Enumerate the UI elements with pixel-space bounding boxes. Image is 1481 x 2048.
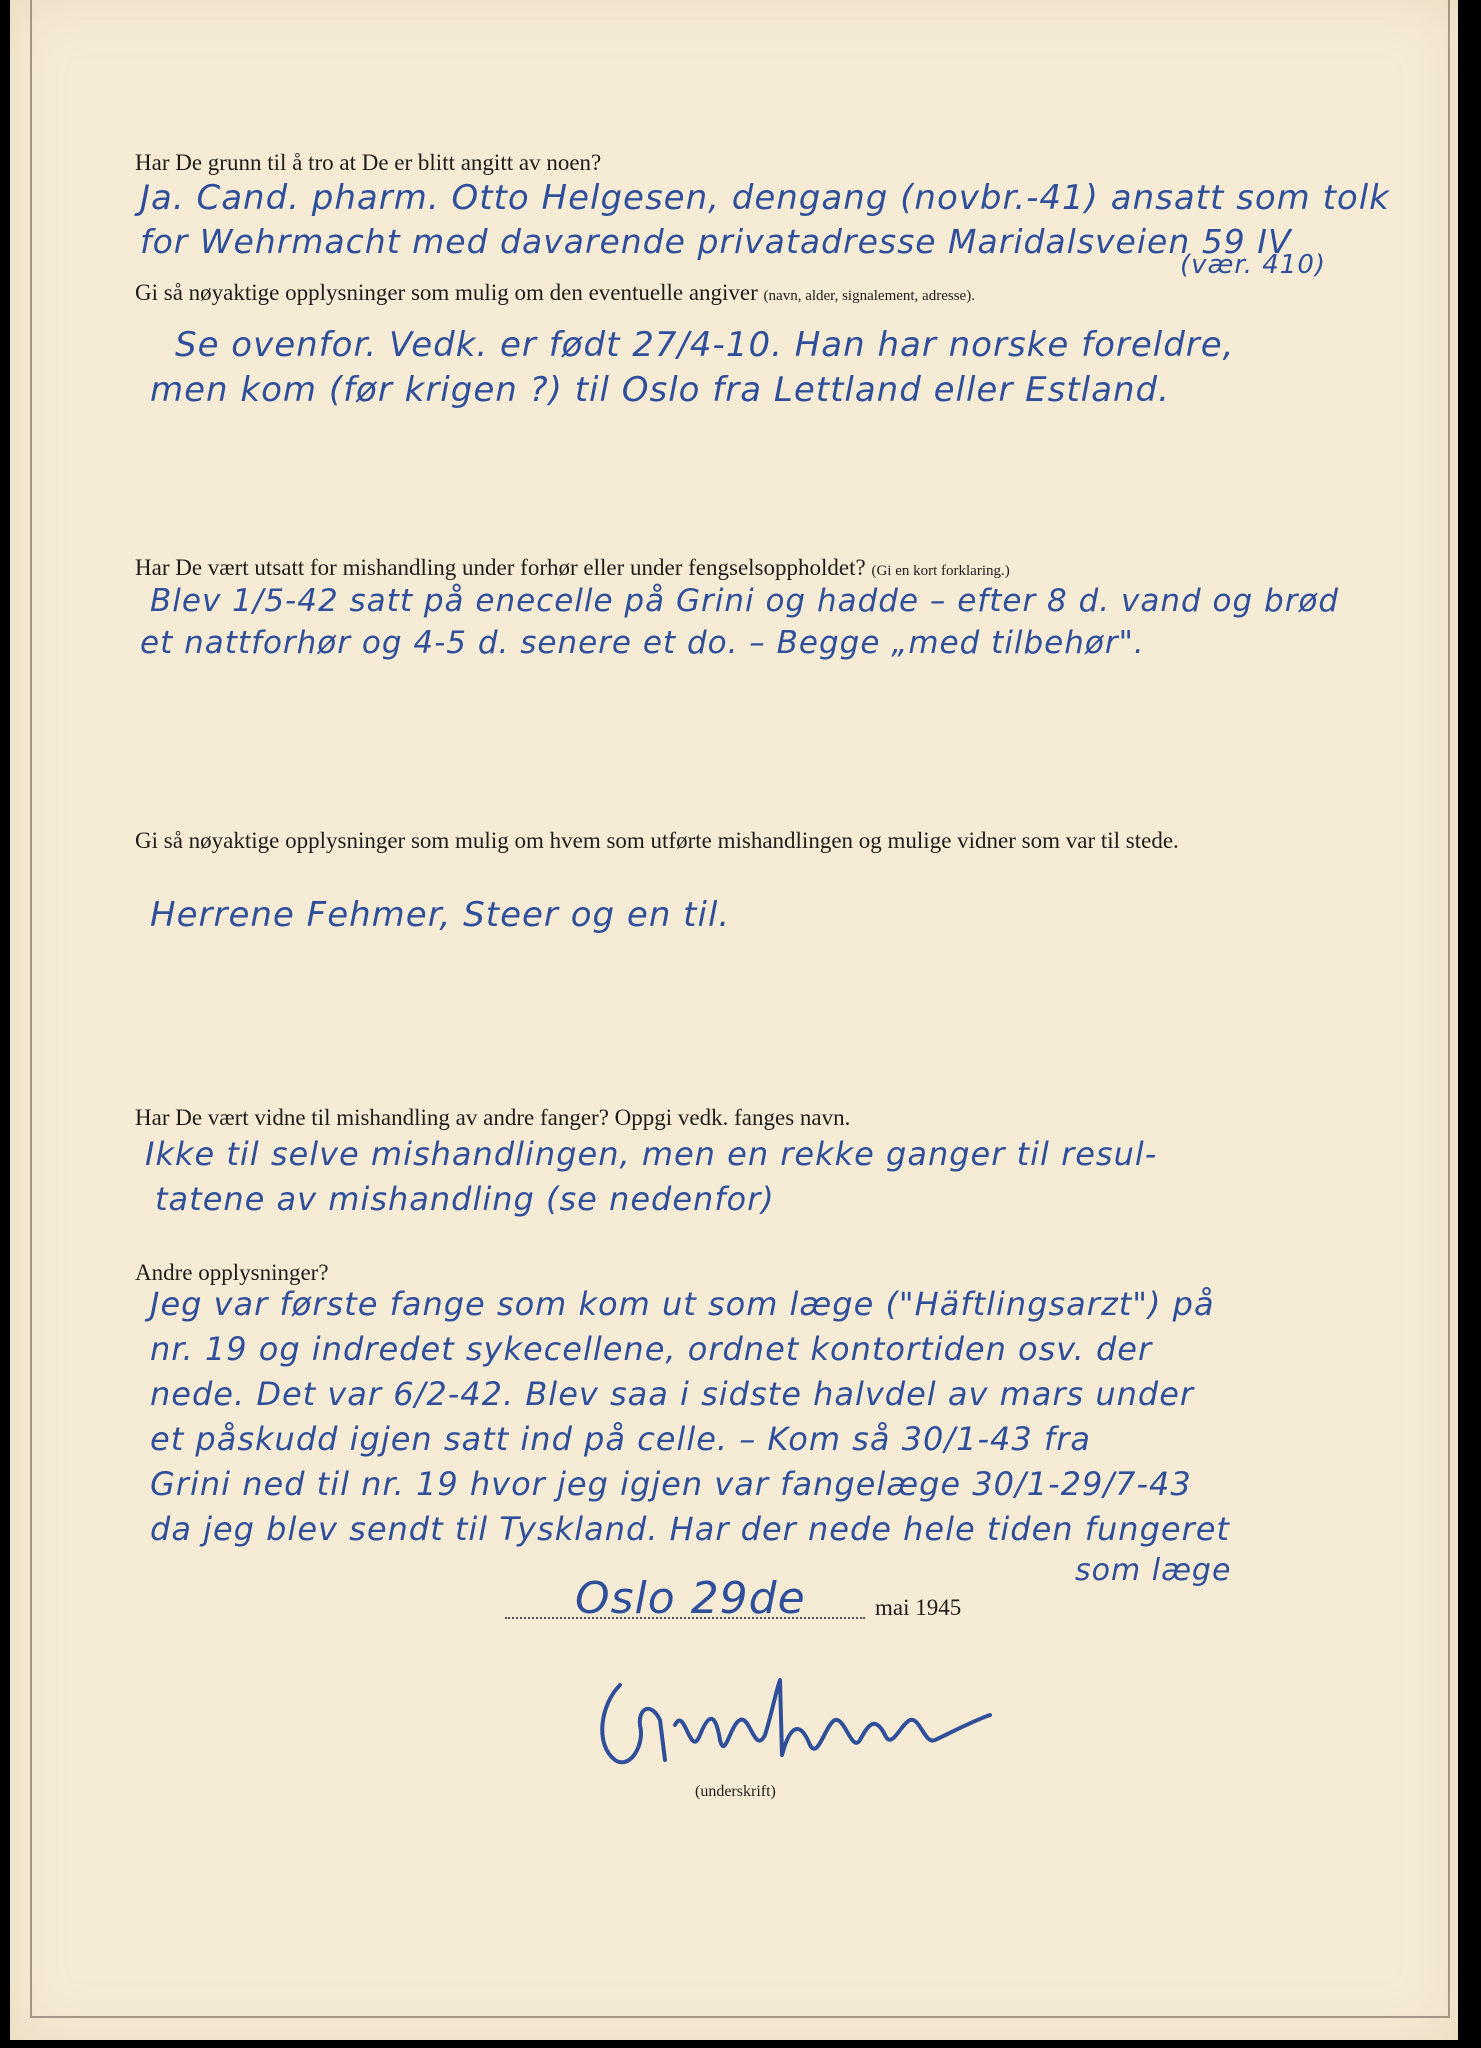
question-informant: Har De grunn til å tro at De er blitt angitt av noen? — [135, 150, 602, 175]
answer-other-info-line-6: da jeg blev sendt til Tyskland. Har der nede hele tiden fungeret — [150, 1510, 1230, 1548]
answer-informant-details-line-1: Se ovenfor. Vedk. er født 27/4-10. Han har norske foreldre, — [175, 325, 1235, 365]
answer-informant-line-2: for Wehrmacht med davarende privatadresse Maridalsveien 59 IV — [140, 222, 1292, 261]
answer-informant-note: (vær. 410) — [1180, 250, 1327, 280]
question-informant-details — [135, 275, 1365, 314]
answer-witness-line-2: tatene av mishandling (se nedenfor) — [155, 1180, 775, 1218]
answer-other-info-line-7: som læge — [1075, 1553, 1232, 1588]
answer-other-info-line-2: nr. 19 og indredet sykecellene, ordnet kontortiden osv. der — [150, 1330, 1153, 1368]
answer-informant-line-1: Ja. Cand. pharm. Otto Helgesen, dengang (novbr.-41) ansatt som tolk — [140, 178, 1390, 218]
answer-other-info-line-4: et påskudd igjen satt ind på celle. – Kom så 30/1-43 fra — [150, 1420, 1091, 1458]
answer-witness-line-1: Ikke til selve mishandlingen, men en rekke ganger til resul- — [145, 1135, 1158, 1173]
answer-other-info-line-3: nede. Det var 6/2-42. Blev saa i sidste halvdel av mars under — [150, 1375, 1195, 1413]
question-other-info: Andre opplysninger? — [135, 1260, 329, 1285]
question-perpetrators: Gi så nøyaktige opplysninger som mulig om hvem som utførte mishandlingen og mulige vidner som var til stede. — [135, 828, 1179, 853]
date-month-year: mai 1945 — [875, 1595, 962, 1620]
date-place-day: Oslo 29de — [575, 1573, 806, 1624]
question-informant-details-note: (navn, alder, signalement, adresse). — [763, 288, 975, 304]
question-mistreatment-main: Har De vært utsatt for mishandling under forhør eller under fengselsoppholdet? — [135, 555, 866, 580]
handwritten-signature — [590, 1665, 1010, 1775]
answer-perpetrators-line-1: Herrene Fehmer, Steer og en til. — [150, 895, 731, 935]
question-witness: Har De vært vidne til mishandling av andre fanger? Oppgi vedk. fanges navn. — [135, 1105, 851, 1130]
question-mistreatment-note: (Gi en kort forklaring.) — [871, 563, 1010, 579]
date-dotted-line — [505, 1617, 865, 1619]
answer-mistreatment-line-1: Blev 1/5-42 satt på enecelle på Grini og hadde – efter 8 d. vand og brød — [150, 583, 1340, 619]
answer-informant-details-line-2: men kom (før krigen ?) til Oslo fra Lettland eller Estland. — [150, 370, 1170, 410]
signature-label: (underskrift) — [695, 1783, 776, 1800]
answer-other-info-line-5: Grini ned til nr. 19 hvor jeg igjen var fangelæge 30/1-29/7-43 — [150, 1465, 1192, 1503]
answer-mistreatment-line-2: et nattforhør og 4-5 d. senere et do. – Begge „med tilbehør". — [140, 625, 1145, 661]
answer-other-info-line-1: Jeg var første fange som kom ut som læge ("Häftlingsarzt") på — [150, 1285, 1215, 1323]
question-informant-details-main: Gi så nøyaktige opplysninger som mulig om den eventuelle angiver — [135, 280, 758, 305]
